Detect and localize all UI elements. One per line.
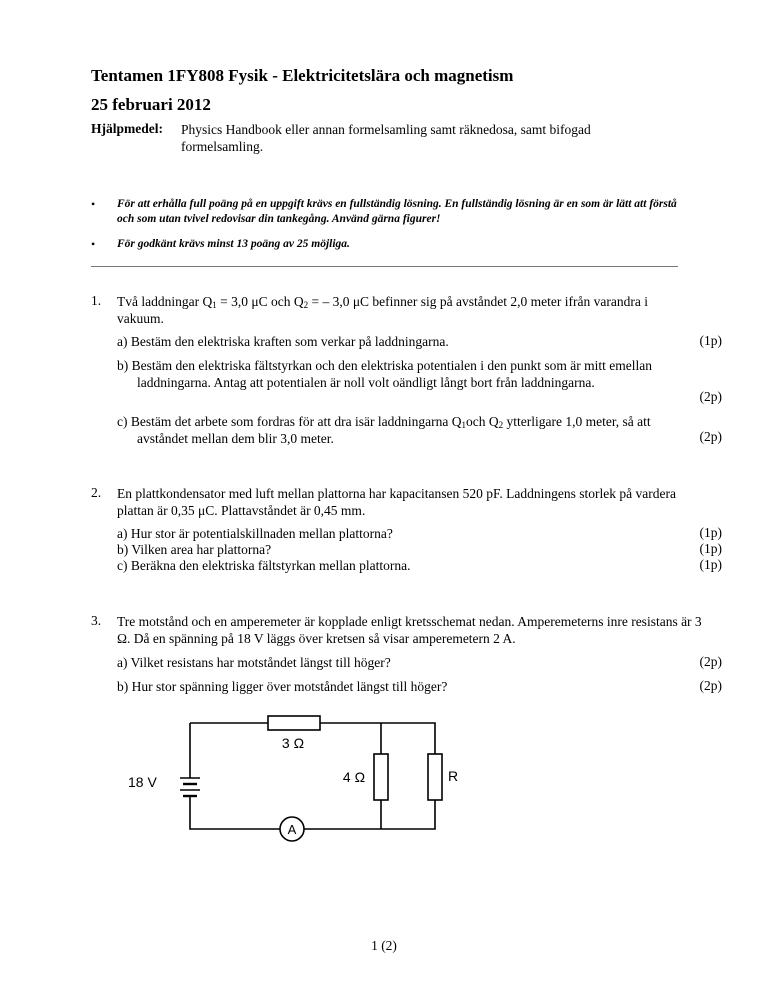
exam-date: 25 februari 2012 [91, 95, 211, 114]
aids-text: Physics Handbook eller annan formelsamling samt räknedosa, samt bifogad formelsamling. [181, 122, 591, 154]
ammeter-label: A [287, 822, 297, 837]
bullet-icon: • [91, 197, 96, 211]
question-3a-points: (2p) [699, 654, 722, 669]
wire-bottom [304, 800, 435, 829]
question-1c: c) Bestäm det arbete som fordras för att dra isär laddningarna $Q_1och$ $Q_2$ ytterligare 1,0 meter, så att avståndet mellan dem blir 3,0 meter. [117, 414, 651, 446]
question-1a: a) Bestäm den elektriska kraften som verkar på laddningarna. [117, 334, 449, 349]
question-2b-points: (1p) [699, 541, 722, 556]
question-3-text: Tre motstånd och en amperemeter är kopplade enligt kretsschemat nedan. Amperemeterns inre resistans är 3 Ω. Då en spänning på 18 V läggs över kretsen så visar amperemetern 2 A. [117, 614, 702, 646]
resistor-4ohm-icon [374, 754, 388, 800]
top-resistor-label: 3 Ω [281, 735, 305, 751]
question-1b-points: (2p) [699, 389, 722, 404]
question-1-number: 1. [91, 293, 102, 308]
question-3b-points: (2p) [699, 678, 722, 693]
question-1a-points: (1p) [699, 333, 722, 348]
mid-resistor-label: 4 Ω [342, 769, 366, 785]
question-2c-points: (1p) [699, 557, 722, 572]
page-number: 1 (2) [371, 938, 397, 953]
question-1c-points: (2p) [699, 429, 722, 444]
instruction-pass-threshold: För godkänt krävs minst 13 poäng av 25 möjliga. [117, 238, 350, 250]
right-resistor-label: R [448, 768, 459, 784]
question-3b: b) Hur stor spänning ligger över motståndet längst till höger? [117, 679, 448, 694]
question-3-number: 3. [91, 613, 102, 628]
question-2-text: En plattkondensator med luft mellan plattorna har kapacitansen 520 pF. Laddningens storlek på vardera plattan är 0,35 μC. Plattavståndet är 0,45 mm. [117, 486, 676, 518]
exam-title: Tentamen 1FY808 Fysik - Elektricitetslära och magnetism [91, 66, 514, 85]
source-label: 18 V [128, 774, 157, 790]
question-2a-points: (1p) [699, 525, 722, 540]
question-1-text: Två laddningar $Q_1 = 3,0$ μC och $Q_2$ = – 3,0 μC befinner sig på avståndet 2,0 meter ifrån varandra i vakuum. [117, 294, 648, 326]
resistor-top-icon [268, 716, 320, 730]
wire-left [190, 723, 280, 829]
battery-icon [180, 778, 200, 801]
resistor-r-icon [428, 754, 442, 800]
bullet-icon: • [91, 237, 96, 251]
question-2-number: 2. [91, 485, 102, 500]
aids-label: Hjälpmedel: [91, 121, 163, 136]
question-1b: b) Bestäm den elektriska fältstyrkan och den elektriska potentialen i den punkt som är mitt emellan laddningarna. Antag att potentialen är noll volt oändligt långt bort från laddningarna. [117, 358, 652, 390]
question-2b: b) Vilken area har plattorna? [117, 542, 272, 557]
question-3a: a) Vilket resistans har motståndet längst till höger? [117, 655, 391, 670]
question-2c: c) Beräkna den elektriska fältstyrkan mellan plattorna. [117, 558, 411, 573]
question-2a: a) Hur stor är potentialskillnaden mellan plattorna? [117, 526, 393, 541]
instruction-full-points: För att erhålla full poäng på en uppgift krävs en fullständig lösning. En fullständig lösning är en som är lätt att förstå och som utan tvivel redovisar din tankegång. Använd gärna figurer! [117, 198, 677, 225]
